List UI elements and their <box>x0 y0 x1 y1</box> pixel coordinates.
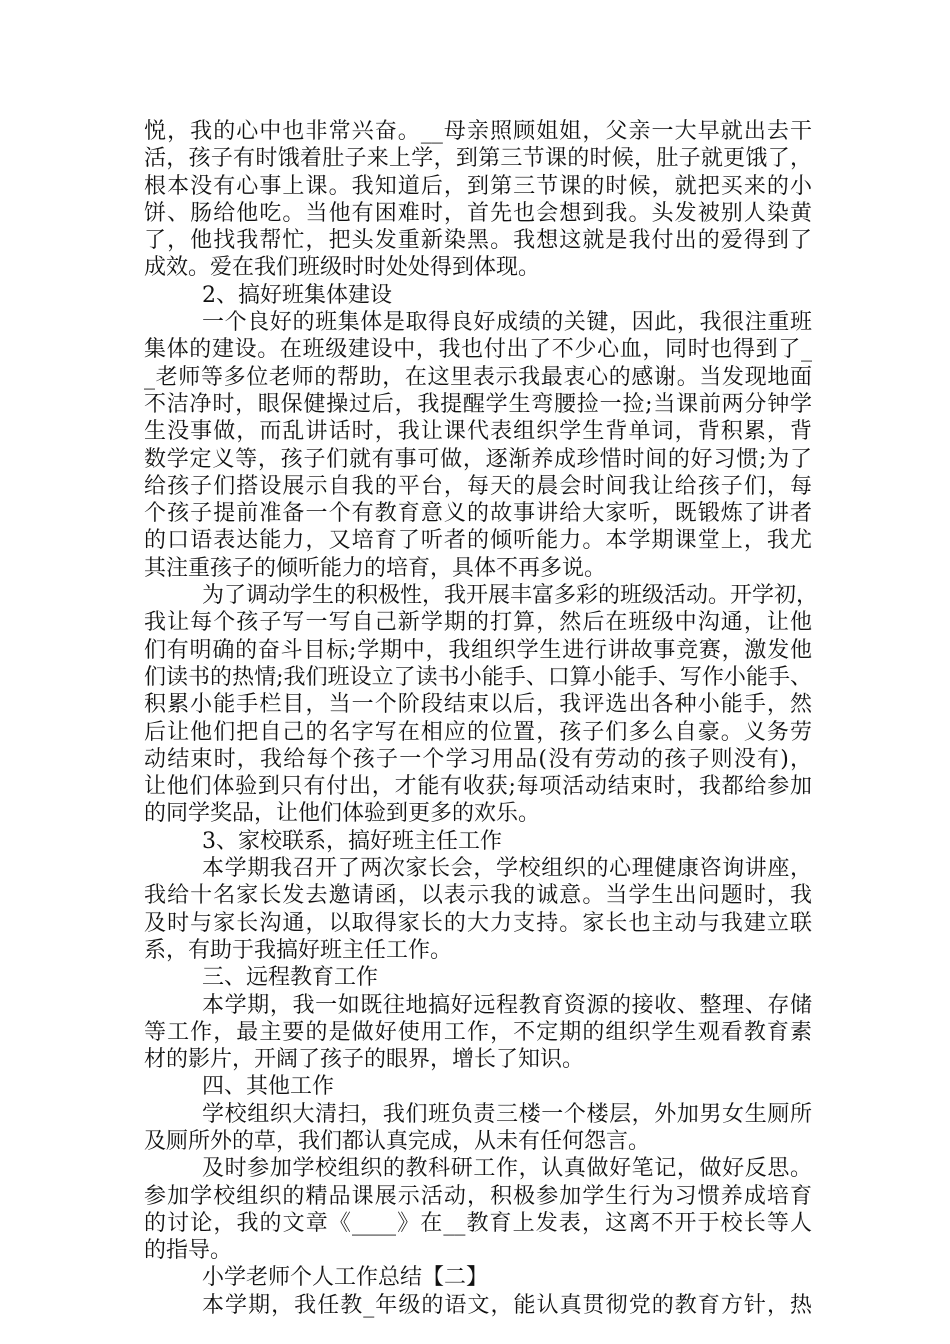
text-line: 及时参加学校组织的教科研工作，认真做好笔记，做好反思。 <box>202 1156 812 1182</box>
text-line: 个孩子提前准备一个有教育意义的故事讲给大家听，既锻炼了讲者 <box>144 501 812 527</box>
text-line: 学校组织大清扫，我们班负责三楼一个楼层，外加男女生厕所 <box>202 1101 812 1127</box>
text-line: 不洁净时，眼保健操过后，我提醒学生弯腰捡一捡;当课前两分钟学 <box>144 391 812 417</box>
text-line: 饼、肠给他吃。当他有困难时，首先也会想到我。头发被别人染黄 <box>144 200 812 226</box>
text-line: 三、远程教育工作 <box>202 965 379 991</box>
text-line: 四、其他工作 <box>202 1074 335 1100</box>
text-line: 们读书的热情;我们班设立了读书小能手、口算小能手、写作小能手、 <box>144 664 812 690</box>
document-body <box>144 118 819 1319</box>
text-line: 小学老师个人工作总结【二】 <box>202 1265 489 1291</box>
text-line: 让他们体验到只有付出，才能有收获;每项活动结束时，我都给参加 <box>144 774 812 800</box>
text-line: 为了调动学生的积极性，我开展丰富多彩的班级活动。开学初， <box>202 583 819 609</box>
text-line: 后让他们把自己的名字写在相应的位置，孩子们多么自豪。义务劳 <box>144 719 812 745</box>
text-line: 的同学奖品，让他们体验到更多的欢乐。 <box>144 801 541 827</box>
text-line: 生没事做，而乱讲话时，我让课代表组织学生背单词，背积累，背 <box>144 419 812 445</box>
text-line: 的指导。 <box>144 1238 233 1264</box>
text-line: 本学期，我一如既往地搞好远程教育资源的接收、整理、存储 <box>202 992 812 1018</box>
text-line: 本学期我召开了两次家长会，学校组织的心理健康咨询讲座， <box>202 856 812 882</box>
text-line: 们有明确的奋斗目标;学期中，我组织学生进行讲故事竞赛，激发他 <box>144 637 812 663</box>
text-line: 本学期，我任教_年级的语文，能认真贯彻党的教育方针，热 <box>202 1292 812 1318</box>
text-line: 给孩子们搭设展示自我的平台，每天的晨会时间我让给孩子们，每 <box>144 473 812 499</box>
text-line: 动结束时，我给每个孩子一个学习用品(没有劳动的孩子则没有)， <box>144 746 812 772</box>
text-line: 等工作，最主要的是做好使用工作，不定期的组织学生观看教育素 <box>144 1019 812 1045</box>
text-line: 活，孩子有时饿着肚子来上学，到第三节课的时候，肚子就更饿了， <box>144 146 812 172</box>
text-line: 其注重孩子的倾听能力的培育，具体不再多说。 <box>144 555 607 581</box>
text-line: 集体的建设。在班级建设中，我也付出了不少心血，同时也得到了_ <box>144 337 812 363</box>
text-line: 2、搞好班集体建设 <box>202 282 392 308</box>
text-line: 数学定义等，孩子们就有事可做，逐渐养成珍惜时间的好习惯;为了 <box>144 446 812 472</box>
text-line: 根本没有心事上课。我知道后，到第三节课的时候，就把买来的小 <box>144 173 812 199</box>
text-line: 成效。爱在我们班级时时处处得到体现。 <box>144 255 541 281</box>
text-line: 及厕所外的草，我们都认真完成，从未有任何怨言。 <box>144 1128 651 1154</box>
text-line: 参加学校组织的精品课展示活动，积极参加学生行为习惯养成培育 <box>144 1183 812 1209</box>
text-line: 了，他找我帮忙，把头发重新染黑。我想这就是我付出的爱得到了 <box>144 228 812 254</box>
text-line: 及时与家长沟通，以取得家长的大力支持。家长也主动与我建立联 <box>144 910 812 936</box>
text-line: 的口语表达能力，又培育了听者的倾听能力。本学期课堂上，我尤 <box>144 528 812 554</box>
text-line: _老师等多位老师的帮助，在这里表示我最衷心的感谢。当发现地面 <box>144 364 812 390</box>
text-line: 悦，我的心中也非常兴奋。__母亲照顾姐姐，父亲一大早就出去干 <box>144 119 812 144</box>
text-line: 积累小能手栏目，当一个阶段结束以后，我评选出各种小能手，然 <box>144 692 812 718</box>
text-line: 一个良好的班集体是取得良好成绩的关键，因此，我很注重班 <box>202 310 812 336</box>
text-line: 我让每个孩子写一写自己新学期的打算，然后在班级中沟通，让他 <box>144 610 812 636</box>
text-line: 材的影片，开阔了孩子的眼界，增长了知识。 <box>144 1047 585 1073</box>
text-line: 我给十名家长发去邀请函，以表示我的诚意。当学生出问题时，我 <box>144 883 812 909</box>
text-line: 3、家校联系，搞好班主任工作 <box>202 828 502 854</box>
text-line: 的讨论，我的文章《____》在__教育上发表，这离不开于校长等人 <box>144 1210 812 1236</box>
text-line: 系，有助于我搞好班主任工作。 <box>144 937 453 963</box>
